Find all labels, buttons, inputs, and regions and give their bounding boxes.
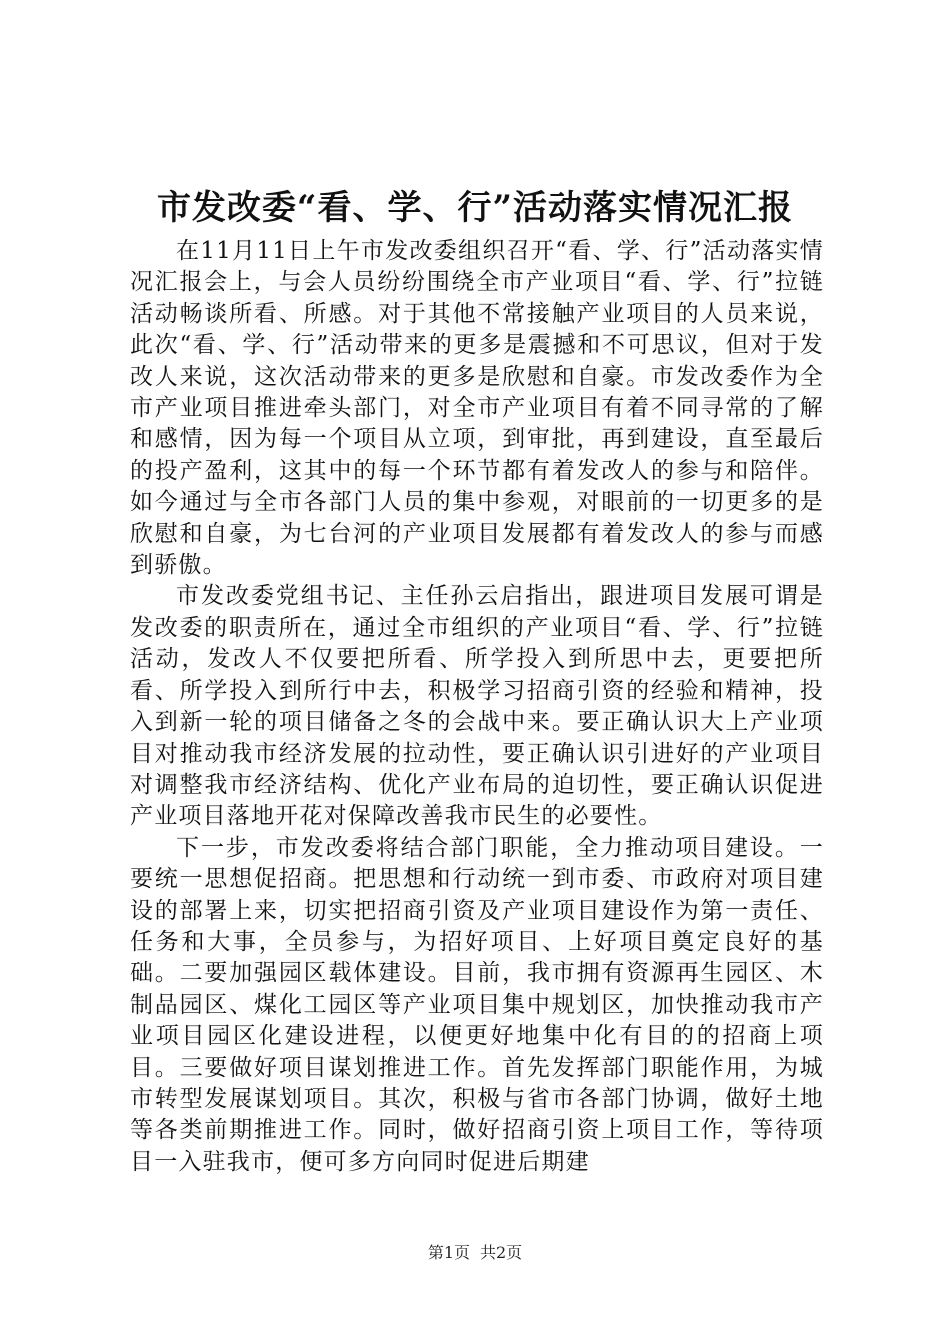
- paragraph-2: 市发改委党组书记、主任孙云启指出，跟进项目发展可谓是发改委的职责所在，通过全市组织的产业项目“看、学、行”拉链活动，发改人不仅要把所看、所学投入到所思中去，更要把所看、所学投入到所行中去，积极学习招商引资的经验和精神，投入到新一轮的项目储备之冬的会战中来。要正确认识大上产业项目对推动我市经济发展的拉动性，要正确认识引进好的产业项目对调整我市经济结构、优化产业布局的迫切性，要正确认识促进产业项目落地开花对保障改善我市民生的必要性。: [130, 583, 824, 830]
- paragraph-1: 在11月11日上午市发改委组织召开“看、学、行”活动落实情况汇报会上，与会人员纷纷围绕全市产业项目“看、学、行”拉链活动畅谈所看、所感。对于其他不常接触产业项目的人员来说，此次“看、学、行”活动带来的更多是震撼和不可思议，但对于发改人来说，这次活动带来的更多是欣慰和自豪。市发改委作为全市产业项目推进牵头部门，对全市产业项目有着不同寻常的了解和感情，因为每一个项目从立项，到审批，再到建设，直至最后的投产盈利，这其中的每一个环节都有着发改人的参与和陪伴。如今通过与全市各部门人员的集中参观，对眼前的一切更多的是欣慰和自豪，为七台河的产业项目发展都有着发改人的参与而感到骄傲。: [130, 238, 824, 579]
- page-count: 共2页: [480, 1243, 523, 1262]
- page-number: 第1页: [427, 1243, 470, 1262]
- page-footer: [0, 1242, 950, 1264]
- document-body: [130, 236, 824, 1178]
- document-title: 市发改委“看、学、行”活动落实情况汇报: [156, 188, 794, 228]
- paragraph-3: 下一步，市发改委将结合部门职能，全力推动项目建设。一要统一思想促招商。把思想和行动统一到市委、市政府对项目建设的部署上来，切实把招商引资及产业项目建设作为第一责任、任务和大事，全员参与，为招好项目、上好项目奠定良好的基础。二要加强园区载体建设。目前，我市拥有资源再生园区、木制品园区、煤化工园区等产业项目集中规划区，加快推动我市产业项目园区化建设进程，以便更好地集中化有目的的招商上项目。三要做好项目谋划推进工作。首先发挥部门职能作用，为城市转型发展谋划项目。其次，积极与省市各部门协调，做好土地等各类前期推进工作。同时，做好招商引资上项目工作，等待项目一入驻我市，便可多方向同时促进后期建: [130, 834, 824, 1175]
